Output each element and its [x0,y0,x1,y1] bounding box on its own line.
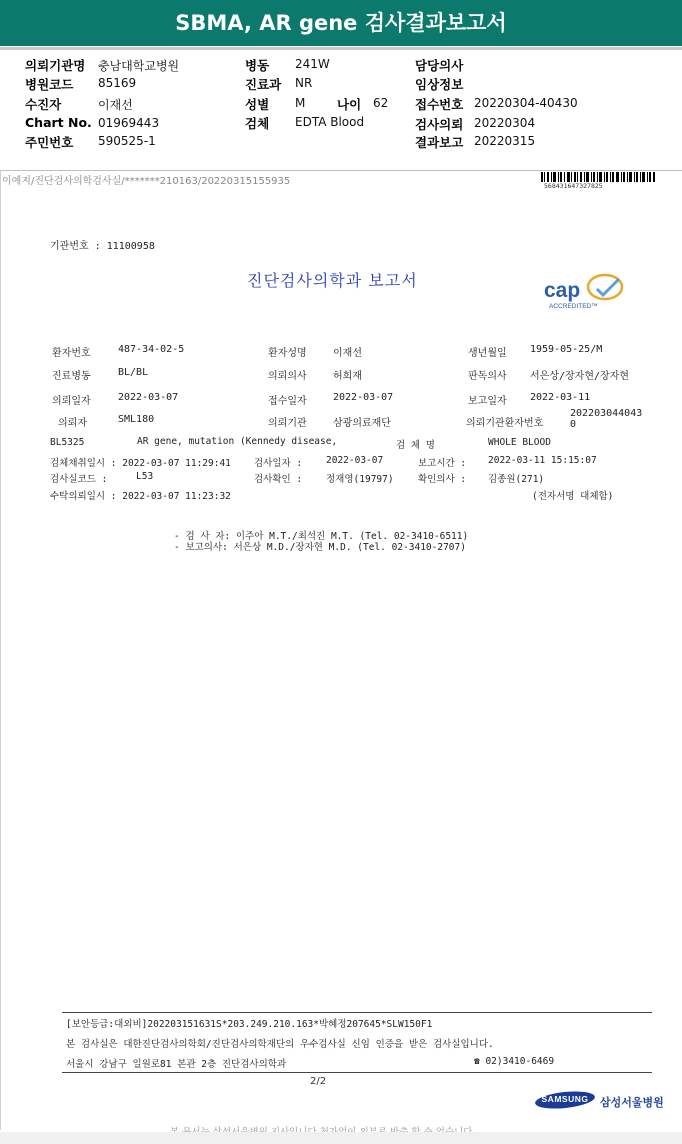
label-result-date: 결과보고 [415,135,464,150]
hospital-name: 삼성서울병원 [600,1096,664,1109]
value-receive-date: 2022-03-07 [333,392,394,403]
value-requesting-institution: 삼광의료재단 [333,418,391,429]
footer-divider-bottom [62,1072,652,1073]
value-result-date: 20220315 [474,134,536,148]
value-birthdate: 1959-05-25/M [530,344,603,355]
consignment-datetime: 수탁의뢰일시 : 2022-03-07 11:23:32 [50,491,231,502]
specimen-value: WHOLE BLOOD [488,437,551,448]
samsung-logo [534,1090,596,1110]
value-sex: M [295,96,306,110]
value-resident-no: 590525-1 [98,134,156,148]
label-resident-no: 주민번호 [25,135,74,150]
value-chart-no: 01969443 [98,116,160,130]
label-receive-date: 접수일자 [268,396,307,407]
value-reading-physician: 서은상/장자현/장자현 [530,371,629,382]
value-requester: SML180 [118,414,155,425]
cap-accredited: ACCREDITED™ [549,303,598,310]
label-chart-no: Chart No. [25,115,92,130]
label-age: 나이 [337,97,362,112]
cap-text: cap [544,279,581,302]
label-requester: 의뢰자 [58,418,87,429]
label-birthdate: 생년월일 [468,348,507,359]
footer-divider-top [62,1012,652,1013]
label-inst-patient-no: 의뢰기관환자번호 [466,418,544,429]
label-test-verifier: 검사확인 : [254,474,303,485]
specimen-label: 검 체 명 [396,440,435,451]
label-clinical-info: 임상정보 [415,77,464,92]
value-hospital: 충남대학교병원 [98,59,180,73]
label-hospital-code: 병원코드 [25,77,74,92]
value-confirming-doctor: 김종원(271) [488,474,545,485]
value-specimen: EDTA Blood [295,115,365,129]
label-ordering-physician: 의뢰의사 [268,371,307,382]
value-age: 62 [373,96,389,110]
certification-note: 본 검사실은 대한진단검사의학회/진단검사의학재단의 우수검사실 신임 인증을 받은 검사실입니다. [66,1039,494,1050]
label-lab-code: 검사실코드 : [50,474,108,485]
value-test-verifier: 정재영(19797) [326,474,394,485]
divider [0,170,682,171]
value-hospital-code: 85169 [98,76,137,90]
samsung-logo-text: SAMSUNG [541,1094,589,1104]
label-hospital: 의뢰기관명 [25,58,86,73]
bottom-strip [0,1132,682,1144]
label-report-date: 보고일자 [468,396,507,407]
label-ward-dept: 진료병동 [52,371,91,382]
cap-logo [541,273,631,315]
security-line: [보안등급:대외비]202203151631S*203.249.210.163*박혜정207645*SLW150F1 [66,1019,433,1030]
value-report-date: 2022-03-11 [530,392,591,403]
label-order-date: 의뢰일자 [52,396,91,407]
value-dept: NR [295,76,313,90]
value-receipt-no: 20220304-40430 [474,96,578,110]
staff-technologists: - 검 사 자: 이주아 M.T./최석진 M.T. (Tel. 02-3410-6511) [174,531,469,542]
lab-phone: ☎ 02)3410-6469 [474,1056,555,1067]
esign-note: (전자서명 대체함) [532,491,614,502]
value-request-date: 20220304 [474,116,536,130]
barcode-number: 568431647327825 [544,182,603,190]
value-patient: 이재선 [98,98,133,112]
value-order-date: 2022-03-07 [118,392,179,403]
value-ward: 241W [295,57,330,71]
label-receipt-no: 접수번호 [415,97,464,112]
label-ward: 병동 [245,58,270,73]
label-reading-physician: 판독의사 [468,371,507,382]
value-lab-code: L53 [136,471,154,482]
value-report-time: 2022-03-11 15:15:07 [488,455,597,466]
label-patient: 수진자 [25,97,62,112]
label-dept: 진료과 [245,77,282,92]
collection-datetime: 검체채취일시 : 2022-03-07 11:29:41 [50,458,231,469]
page-title: SBMA, AR gene 검사결과보고서 [175,11,507,35]
label-physician: 담당의사 [415,58,464,73]
report-title: 진단검사의학과 보고서 [247,271,418,290]
label-report-time: 보고시간 : [418,458,467,469]
value-patient-no: 487-34-02-5 [118,344,185,355]
label-patient-name: 환자성명 [268,348,307,359]
label-patient-no: 환자번호 [52,348,91,359]
lab-address: 서울시 강남구 일원로81 본관 2층 진단검사의학과 [66,1059,287,1070]
label-confirming-doctor: 확인의사 : [418,474,467,485]
value-patient-name: 이재선 [333,348,362,359]
label-specimen: 검체 [245,116,270,131]
value-ordering-physician: 허희재 [333,371,362,382]
label-request-date: 검사의뢰 [415,117,464,132]
value-ward-dept: BL/BL [118,367,149,378]
page-number: 2/2 [310,1076,327,1087]
value-test-date: 2022-03-07 [326,455,384,466]
label-sex: 성별 [245,97,270,112]
test-name: AR gene, mutation (Kennedy disease, [137,436,338,447]
staff-physicians: - 보고의사: 서은상 M.D./장자현 M.D. (Tel. 02-3410-2707) [174,542,466,553]
page-edge [0,170,1,1130]
institution-number: 기관번호 : 11100958 [50,241,155,252]
label-requesting-institution: 의뢰기관 [268,418,307,429]
test-code: BL5325 [50,437,85,448]
value-inst-patient-no: 202203044043 0 [570,408,643,430]
label-test-date: 검사일자 : [254,458,303,469]
file-path-text: 이예지/진단검사의학검사실/*******210163/20220315155935 [2,176,291,187]
